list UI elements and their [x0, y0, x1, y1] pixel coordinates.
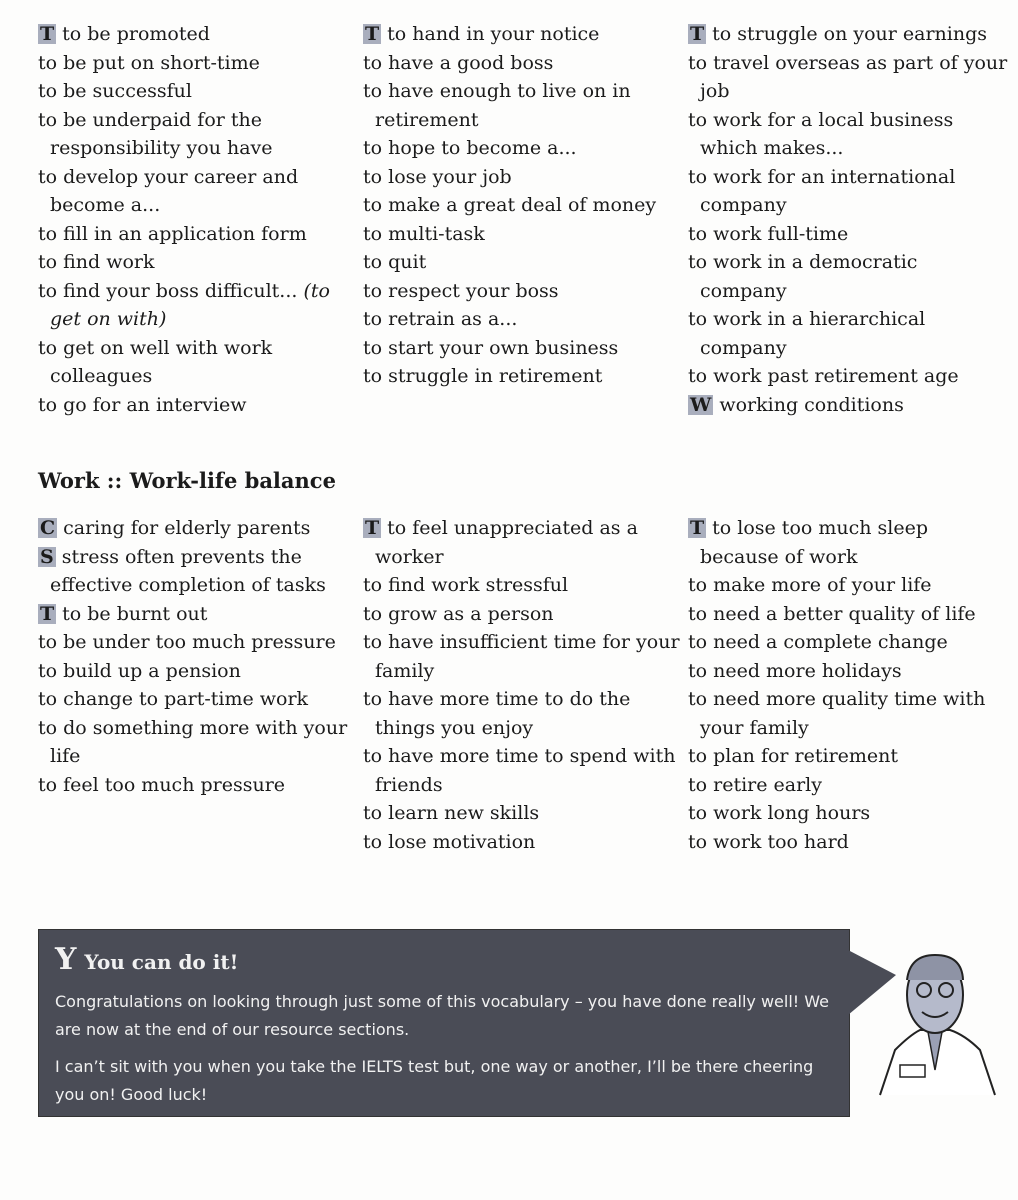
index-letter-badge: T — [690, 23, 705, 45]
vocab-entry — [688, 799, 1008, 828]
vocab-text: to get on well with work colleagues — [38, 336, 273, 387]
vocab-text: to need a better quality of life — [688, 602, 976, 625]
index-letter-badge: C — [40, 517, 56, 539]
vocab-entry — [363, 362, 683, 391]
vocab-text: to find work stressful — [363, 574, 569, 596]
vocab-text: to develop your career and become a... — [38, 165, 299, 216]
vocab-entry — [688, 362, 1008, 391]
vocab-entry — [688, 49, 1008, 106]
vocab-text: to lose too much sleep because of work — [700, 517, 929, 568]
vocab-entry — [38, 514, 358, 543]
vocab-entry — [38, 49, 358, 78]
callout-paragraph-2: I can’t sit with you when you take the IELTS test but, one way or another, I’ll be there cheering you on! Good luck! — [55, 1057, 814, 1104]
vocab-entry — [38, 543, 358, 600]
vocab-text: to work for an international company — [688, 165, 956, 216]
top-col-2 — [363, 20, 683, 391]
vocab-text: to plan for retirement — [688, 745, 899, 767]
vocab-text: to have a good boss — [363, 51, 554, 74]
vocab-text: to build up a pension — [38, 659, 241, 682]
vocab-entry — [363, 20, 683, 49]
vocab-text: to have more time to do the things you enjoy — [363, 688, 631, 739]
vocab-entry — [38, 334, 358, 391]
vocab-text: to need more holidays — [688, 659, 902, 682]
vocab-text: to quit — [363, 251, 427, 273]
vocab-entry — [688, 106, 1008, 163]
vocab-entry — [688, 628, 1008, 657]
vocab-text: to make more of your life — [688, 574, 932, 596]
vocab-text: to be underpaid for the responsibility you have — [38, 108, 273, 159]
vocab-entry — [363, 685, 683, 742]
vocab-entry — [363, 514, 683, 571]
vocab-text: to change to part-time work — [38, 688, 309, 710]
vocab-text: to make a great deal of money — [363, 194, 657, 216]
vocab-text: to respect your boss — [363, 279, 559, 302]
vocab-text: to be put on short-time — [38, 51, 260, 74]
vocab-entry — [38, 106, 358, 163]
vocab-entry — [363, 600, 683, 629]
vocab-entry — [38, 391, 358, 420]
vocab-text: to hope to become a... — [363, 137, 577, 159]
vocab-entry — [38, 771, 358, 800]
vocab-entry — [363, 742, 683, 799]
vocab-text: to grow as a person — [363, 602, 554, 625]
vocab-entry — [38, 77, 358, 106]
vocab-entry — [38, 20, 358, 49]
vocab-text: to work in a democratic company — [688, 251, 918, 302]
vocab-text: to lose motivation — [363, 830, 536, 853]
index-letter-badge: T — [690, 517, 705, 539]
vocab-entry — [38, 248, 358, 277]
vocab-text: to have enough to live on in retirement — [363, 80, 631, 131]
vocab-text: to start your own business — [363, 336, 619, 359]
vocab-text: to find work — [38, 251, 155, 273]
vocab-entry — [363, 571, 683, 600]
section-heading: Work :: Work-life balance — [38, 468, 336, 493]
vocab-entry — [38, 628, 358, 657]
vocab-entry — [38, 685, 358, 714]
callout-title: Y You can do it! — [55, 942, 239, 977]
vocab-entry — [38, 163, 358, 220]
vocab-text: to find your boss difficult... — [38, 279, 298, 302]
vocab-text: working conditions — [719, 393, 904, 416]
vocab-entry — [363, 248, 683, 277]
vocab-text: to retire early — [688, 773, 822, 796]
bottom-col-1 — [38, 514, 358, 799]
index-letter-badge: T — [365, 23, 380, 45]
vocab-entry — [688, 305, 1008, 362]
vocab-entry — [688, 742, 1008, 771]
bottom-col-3 — [688, 514, 1008, 856]
vocab-text: to hand in your notice — [387, 23, 600, 45]
vocab-note: (to get on with) — [50, 279, 330, 330]
vocab-entry — [688, 685, 1008, 742]
vocab-entry — [38, 220, 358, 249]
vocab-entry — [688, 220, 1008, 249]
callout-letter: Y — [55, 942, 77, 977]
vocab-entry — [688, 163, 1008, 220]
index-letter-badge: T — [40, 602, 55, 625]
callout-paragraph-1: Congratulations on looking through just some of this vocabulary – you have done really well! We are now at the end of our resource sections. — [55, 992, 830, 1039]
vocab-entry — [363, 134, 683, 163]
top-col-1 — [38, 20, 358, 419]
vocab-entry — [688, 828, 1008, 857]
vocab-text: to work in a hierarchical company — [688, 308, 926, 359]
vocab-entry — [363, 277, 683, 306]
vocab-entry — [363, 163, 683, 192]
vocab-entry — [688, 248, 1008, 305]
teacher-illustration-icon — [870, 950, 1000, 1100]
vocab-entry — [688, 391, 1008, 420]
vocab-entry — [363, 49, 683, 78]
vocab-text: to need more quality time with your family — [688, 688, 986, 739]
vocab-entry — [38, 714, 358, 771]
vocab-entry — [363, 305, 683, 334]
bottom-col-2 — [363, 514, 683, 856]
vocab-entry — [363, 220, 683, 249]
vocab-text: to have insufficient time for your family — [363, 631, 680, 682]
vocab-text: to feel unappreciated as a worker — [375, 517, 638, 568]
vocab-text: to lose your job — [363, 165, 512, 188]
vocab-text: to fill in an application form — [38, 222, 307, 245]
vocab-entry — [688, 600, 1008, 629]
vocab-entry — [363, 628, 683, 685]
vocab-text: to be successful — [38, 80, 192, 102]
vocab-text: to work full-time — [688, 222, 849, 245]
vocab-entry — [688, 657, 1008, 686]
vocab-text: to work for a local business which makes... — [688, 108, 954, 159]
index-letter-badge: W — [690, 393, 712, 416]
vocab-entry — [363, 77, 683, 134]
vocab-entry — [688, 20, 1008, 49]
vocab-text: to work past retirement age — [688, 365, 959, 387]
vocab-text: to be burnt out — [62, 602, 208, 625]
vocab-text: to learn new skills — [363, 802, 540, 824]
top-col-3 — [688, 20, 1008, 419]
vocab-text: to go for an interview — [38, 393, 247, 416]
callout-box — [38, 929, 850, 1117]
vocab-entry — [38, 600, 358, 629]
index-letter-badge: T — [365, 517, 380, 539]
vocab-entry — [38, 657, 358, 686]
vocab-text: to struggle in retirement — [363, 365, 603, 387]
vocab-entry — [363, 828, 683, 857]
vocab-text: to be under too much pressure — [38, 631, 336, 653]
vocab-entry — [38, 277, 358, 334]
vocab-entry — [363, 334, 683, 363]
vocab-text: to have more time to spend with friends — [363, 745, 676, 796]
vocab-text: to work long hours — [688, 802, 871, 824]
vocab-text: to be promoted — [62, 23, 210, 45]
vocab-text: to work too hard — [688, 830, 849, 853]
vocab-entry — [363, 191, 683, 220]
vocab-text: to feel too much pressure — [38, 773, 286, 796]
vocab-text: to travel overseas as part of your job — [688, 51, 1008, 102]
vocab-text: to struggle on your earnings — [712, 23, 988, 45]
vocab-entry — [688, 771, 1008, 800]
vocab-text: stress often prevents the effective completion of tasks — [50, 545, 326, 596]
index-letter-badge: S — [40, 545, 54, 568]
vocab-entry — [363, 799, 683, 828]
vocab-text: to need a complete change — [688, 631, 948, 653]
vocab-entry — [688, 514, 1008, 571]
vocab-text: to retrain as a... — [363, 308, 518, 330]
vocab-text: caring for elderly parents — [63, 517, 311, 539]
vocab-entry — [688, 571, 1008, 600]
vocab-text: to multi-task — [363, 222, 485, 245]
index-letter-badge: T — [40, 23, 55, 45]
vocab-text: to do something more with your life — [38, 716, 348, 767]
